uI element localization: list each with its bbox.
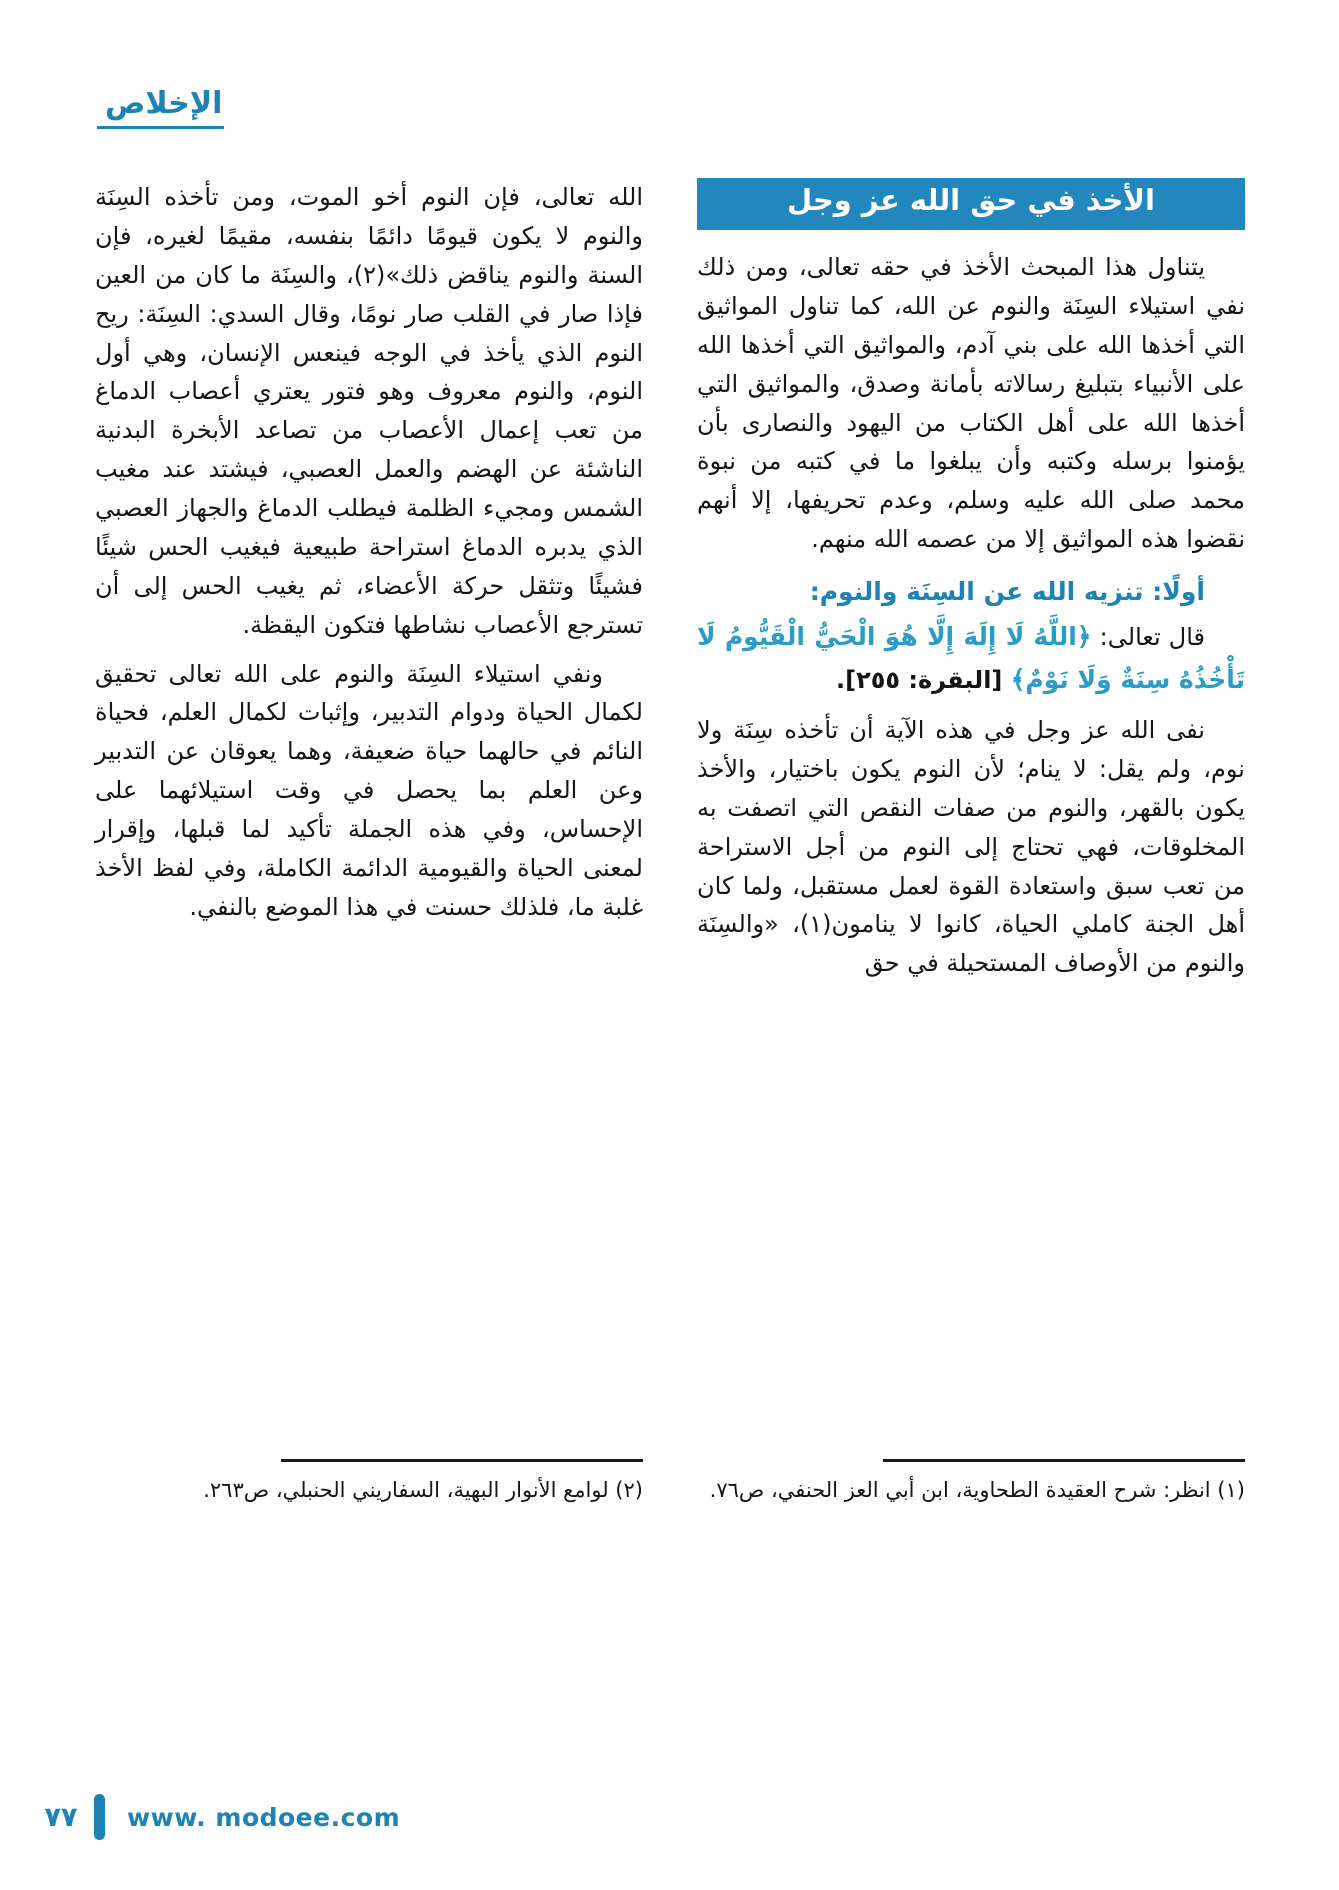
footnote-2: (٢) لوامع الأنوار البهية، السفاريني الحنبلي، ص٢٦٣. bbox=[203, 1478, 643, 1503]
body-paragraph-commentary: نفى الله عز وجل في هذه الآية أن تأخذه سِنَة ولا نوم، ولم يقل: لا ينام؛ لأن النوم يكون باختيار، والأخذ يكون بالقهر، والنوم من صفات النقص التي اتصفت به المخلوقات، فهي تحتاج إلى النوم من أجل الاستراحة من تعب سبق واستعادة القوة لعمل مستقبل، ولما كان أهل الجنة كاملي الحياة، كانوا لا ينامون(١)، «والسِنَة والنوم من الأوصاف المستحيلة في حق bbox=[697, 716, 1245, 978]
footnote-1: (١) انظر: شرح العقيدة الطحاوية، ابن أبي العز الحنفي، ص٧٦. bbox=[709, 1478, 1245, 1503]
section-heading-banner: الأخذ في حق الله عز وجل bbox=[697, 178, 1245, 230]
verse-intro: قال تعالى: bbox=[1091, 623, 1206, 651]
body-paragraph-intro: يتناول هذا المبحث الأخذ في حقه تعالى، ومن ذلك نفي استيلاء السِنَة والنوم عن الله، كما تناول المواثيق التي أخذها الله على بني آدم، والمواثيق التي أخذها الله على الأنبياء بتبليغ رسالاته بأمانة وصدق، والمواثيق التي أخذها الله على أهل الكتاب من اليهود والنصارى بأن يؤمنوا برسله وكتبه وأن يبلغوا ما في كتبه من نبوة محمد صلى الله عليه وسلم، وعدم تحريفها، إلا أنهم نقضوا هذه المواثيق إلا من عصمه الله منهم. bbox=[697, 253, 1245, 554]
footnote-block-right bbox=[697, 1451, 1245, 1508]
body-paragraph-conclusion: ونفي استيلاء السِنَة والنوم على الله تعالى تحقيق لكمال الحياة ودوام التدبير، وإثبات لكمال العلم، فحياة النائم في حالهما حياة ضعيفة، وهما يعوقان عن التدبير وعن العلم بما يحصل في وقت استيلائهما على الإحساس، وفي هذه الجملة تأكيد لما قبلها، وإقرار لمعنى الحياة والقيومية الدائمة الكاملة، وفي لفظ الأخذ غلبة ما، فلذلك حسنت في هذا الموضع بالنفي. bbox=[95, 659, 643, 921]
running-head-title: الإخلاص bbox=[97, 86, 224, 129]
footnote-block-left bbox=[95, 1451, 643, 1508]
page-number: ٧٧ bbox=[44, 1801, 78, 1833]
footnote-separator bbox=[281, 1459, 643, 1462]
right-column bbox=[697, 178, 1245, 1508]
left-column bbox=[95, 178, 643, 1508]
subsection-heading: أولًا: تنزيه الله عن السِنَة والنوم: bbox=[809, 577, 1205, 606]
footer-accent-bar bbox=[94, 1794, 105, 1840]
running-head bbox=[97, 86, 224, 129]
body-paragraph-continuation: الله تعالى، فإن النوم أخو الموت، ومن تأخذه السِنَة والنوم لا يكون قيومًا دائمًا بنفسه، مقيمًا لغيره، فإن السنة والنوم يناقض ذلك»(٢)، والسِنَة ما كان من العين فإذا صار في القلب صار نومًا، وقال السدي: السِنَة: ريح النوم الذي يأخذ في الوجه فينعس الإنسان، وهي أول النوم، والنوم معروف وهو فتور يعتري أعصاب الدماغ من تعب إعمال الأعصاب من تصاعد الأبخرة البدنية الناشئة عن الهضم والعمل العصبي، فيشتد عند مغيب الشمس ومجيء الظلمة فيطلب الدماغ والجهاز العصبي الذي يدبره الدماغ استراحة طبيعية فيغيب الحس شيئًا فشيئًا وتثقل حركة الأعضاء، ثم يغيب الحس إلى أن تسترجع الأعصاب نشاطها فتكون اليقظة. bbox=[95, 183, 643, 639]
page-content bbox=[95, 178, 1245, 1508]
quran-verse: ﴿اللَّهُ لَا إِلَهَ إِلَّا هُوَ الْحَيُّ الْقَيُّومُ لَا تَأْخُذُهُ سِنَةٌ وَلَا نَوْمٌ﴾ bbox=[697, 622, 1245, 694]
website-link[interactable]: www. modoee.com bbox=[127, 1802, 401, 1832]
footnote-separator bbox=[883, 1459, 1245, 1462]
verse-paragraph bbox=[697, 616, 1245, 701]
verse-reference: [البقرة: ٢٥٥]. bbox=[836, 665, 1011, 694]
page-footer bbox=[34, 1794, 400, 1840]
